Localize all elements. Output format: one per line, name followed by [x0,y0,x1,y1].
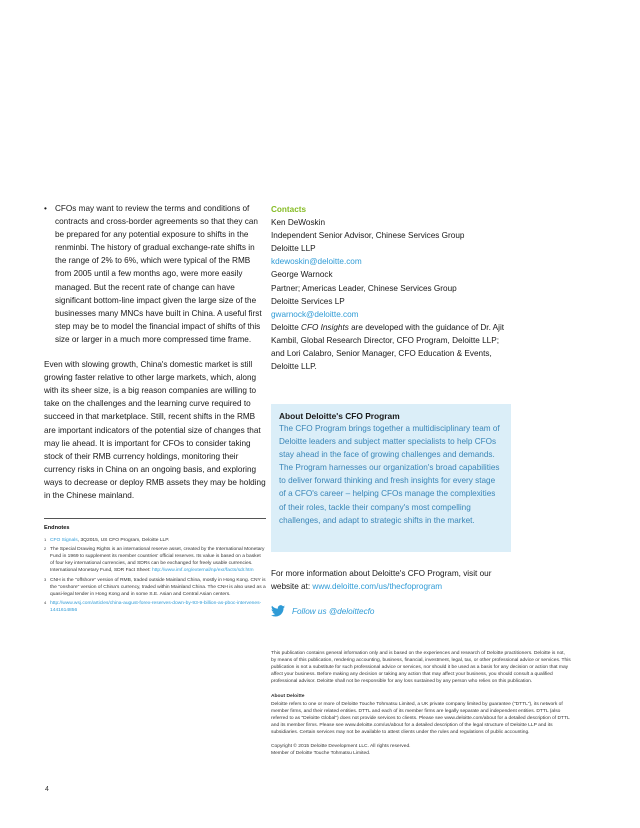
guidance-text: Deloitte [271,322,302,332]
website-link[interactable]: www.deloitte.com/us/thecfoprogram [312,582,443,592]
twitter-bird-icon [271,605,285,617]
endnote-text: CNH is the "offshore" version of RMB, traded outside Mainland China, mostly in Hong Kong. CNY is the "onshore" version of China's currency, traded within Mainland China. The CNH is also used as a quasi-legal tender in Hong Kong and in some S.E. Asian and Central Asian centers. [50,577,266,597]
copyright: Copyright © 2015 Deloitte Development LLC. All rights reserved. [271,744,411,750]
contact-2-name: George Warnock [271,270,333,280]
contact-1-name: Ken DeWoskin [271,218,326,228]
endnote-link[interactable]: CFO Signals [50,538,78,544]
endnotes-title: Endnotes [44,525,70,531]
left-column [44,202,266,502]
endnote-1 [44,537,266,544]
member-line: Member of Deloitte Touche Tohmatsu Limited. [271,751,371,757]
endnote-number: 3 [44,576,47,582]
endnote-link[interactable]: http://www.wsj.com/articles/china-august-forex-reserves-down-by-93-9-billion-as-pboc-intervenes-1441614856 [50,600,262,613]
about-box-body: The CFO Program brings together a multidisciplinary team of Deloitte leaders and subject matter specialists to help CFOs stay ahead in the face of growing challenges and demands. The Program harnesses our organization's broad capabilities to deliver forward thinking and fresh insights for every stage of a CFO's career – helping CFOs manage the complexities of their roles, tackle their company's most compelling challenges, and adapt to strategic shifts in the market. [279,424,500,525]
bullet-paragraph: • CFOs may want to review the terms and conditions of contracts and cross-border agreements so that they can be prepared for any potential exposure to shifts in the renminbi. The history of gradual exchange-rate shifts in the range of 2% to 6%, which were typical of the RMB from 2005 until a few months ago, were more easily managed. But the recent rate of change can have significant bottom-line impact given the large size of the businesses many MNCs have built in China. A useful first step may be to model the financial impact of shifts of this size or larger in a much more compressed time frame. [44,202,266,346]
guidance-text: are developed with the guidance of Dr. Ajit Kambil, Global Research Director, CFO Program, Deloitte LLP; and Lori Calabro, Senior Manager, CFO Education & Events, Deloitte LLP. [271,322,505,372]
legal-section [271,650,571,757]
contact-2-org: Deloitte Services LP [271,296,345,306]
page-number: 4 [45,786,49,793]
disclaimer: This publication contains general information only and is based on the experiences and research of Deloitte practitioners. Deloitte is not, by means of this publication, rendering accounting, business, financial, investment, legal, tax, or other professional advice or services. This publication is not a substitute for such professional advice or services, nor should it be used as a basis for any decision or action that may affect your business. Before making any decision or taking any action that may affect your business, you should consult a qualified professional advisor. Deloitte shall not be responsible for any loss sustained by any person who relies on this publication. [271,651,571,685]
more-info-text: For more information about Deloitte's CFO Program, visit our website at: [271,569,492,592]
contact-1-title: Independent Senior Advisor, Chinese Services Group [271,231,465,241]
contact-2-title: Partner; Americas Leader, Chinese Services Group [271,283,457,293]
contacts-section [271,203,511,373]
endnotes [44,518,266,616]
endnote-link[interactable]: http://www.imf.org/external/np/exr/facts/sdr.htm [151,568,254,574]
twitter-follow-link[interactable] [271,605,375,617]
endnote-number: 4 [44,599,47,605]
endnote-2 [44,546,266,574]
contact-2-email-link[interactable]: gwarnock@deloitte.com [271,309,359,319]
about-deloitte-text: Deloitte refers to one or more of Deloitte Touche Tohmatsu Limited, a UK private company limited by guarantee ("DTTL"), its network of member firms, and their related entities. DTTL and each of its member firms are legally separate and independent entities. DTTL (also referred to as "Deloitte Global") does not provide services to clients. Please see www.deloitte.com/about for a detailed description of DTTL and its member firms. Please see www.deloitte.com/us/about for a detailed description of the legal structure of Deloitte LLP and its subsidiaries. Certain services may not be available to attest clients under the rules and regulations of public accounting. [271,701,570,735]
about-cfo-program-box [271,404,511,552]
more-info [271,567,516,593]
publication-name: CFO Insights [301,322,349,332]
body-paragraph: Even with slowing growth, China's domestic market is still growing faster relative to other large markets, which, along with its sheer size, is a big reason companies are willing to take on the challenges and the learning curve required to succeed in that marketplace. Still, recent shifts in the RMB are important indicators of the potential size of changes that may lie ahead. It is important for CFOs to consider taking stock of their RMB currency holdings, monitoring their currency risks in China on an ongoing basis, and exploring ways to decrease or deploy RMB assets they may be holding in the Chinese mainland. [44,360,266,500]
about-deloitte-heading: About Deloitte [271,694,305,700]
twitter-label: Follow us @deloittecfo [292,606,375,616]
contact-1-email-link[interactable]: kdewoskin@deloitte.com [271,257,362,267]
contacts-heading: Contacts [271,205,307,214]
endnote-text: The Special Drawing Rights is an international reserve asset, created by the International Monetary Fund in 1969 to supplement its member countries' official reserves. Its value is based on a basket of four key international currencies, and SDRs can be exchanged for freely usable currencies. International Monetary Fund, SDR Fact Sheet: [50,547,265,574]
endnote-4 [44,600,266,614]
endnote-number: 1 [44,537,47,543]
endnote-text: , 3Q2015, US CFO Program, Deloitte LLP. [77,538,170,544]
endnote-3 [44,577,266,598]
endnote-number: 2 [44,546,47,552]
about-box-title: About Deloitte's CFO Program [279,411,400,421]
guidance-note [271,321,511,373]
contact-1-org: Deloitte LLP [271,244,316,254]
